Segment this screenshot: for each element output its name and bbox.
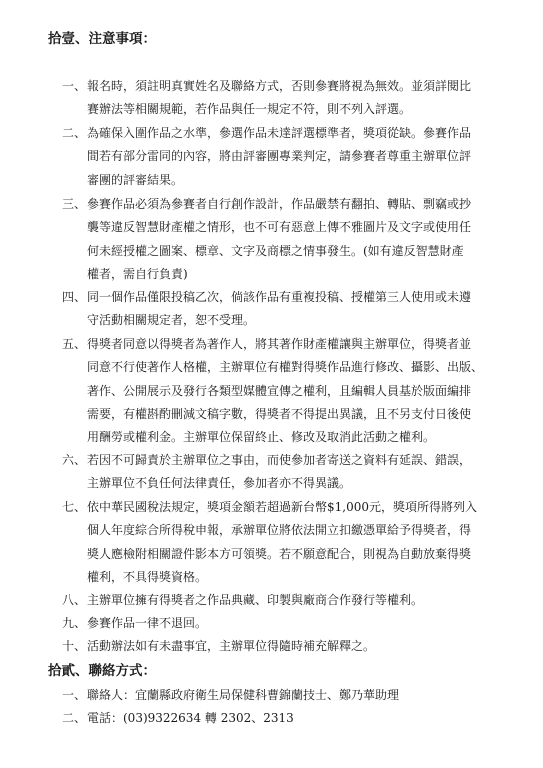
item-number: 五、 xyxy=(62,337,87,351)
item-line: 活動辦法如有未盡事宜，主辦單位得隨時補充解釋之。 xyxy=(87,639,376,653)
item-number: 八、 xyxy=(62,593,87,607)
note-item-6 xyxy=(62,449,502,496)
note-item-5 xyxy=(62,333,502,449)
item-line: 獎人應檢附相關證件影本方可領獎。若不願意配合，則視為自動放棄得獎 xyxy=(87,546,472,561)
contact-item-1 xyxy=(62,684,502,707)
item-number: 一、 xyxy=(62,79,87,93)
item-line: 同意不行使著作人格權，主辦單位有權對得獎作品進行修改、攝影、出版、 xyxy=(87,360,484,375)
item-number: 二、 xyxy=(62,126,87,140)
item-line: 守活動相關規定者，恕不受理。 xyxy=(87,313,256,328)
item-line: 間若有部分雷同的內容，將由評審團專業判定，請參賽者尊重主辦單位評 xyxy=(87,149,472,164)
note-item-10 xyxy=(62,635,502,658)
item-line: 主辦單位擁有得獎者之作品典藏、印製與廠商合作發行等權利。 xyxy=(87,593,424,607)
note-item-4 xyxy=(62,286,502,333)
item-number: 二、 xyxy=(62,711,87,725)
section-title-notes: 拾壹、注意事項： xyxy=(48,31,156,47)
item-line: 主辦單位不負任何法律責任，參加者亦不得異議。 xyxy=(87,476,352,491)
note-item-7 xyxy=(62,496,502,589)
note-item-3 xyxy=(62,193,502,286)
item-line: 參賽作品必須為參賽者自行創作設計，作品嚴禁有翻拍、轉貼、剽竊或抄 xyxy=(87,197,472,211)
item-line: 何未經授權之圖案、標章、文字及商標之情事發生。(如有違反智慧財產 xyxy=(87,243,464,258)
item-line: 個人年度綜合所得稅申報，承辦單位將依法開立扣繳憑單給予得獎者，得 xyxy=(87,523,472,538)
note-item-8 xyxy=(62,589,502,612)
item-line: 審團的評審結果。 xyxy=(87,172,184,187)
note-item-1 xyxy=(62,75,502,122)
item-line: 同一個作品僅限投稿乙次，倘該作品有重複投稿、授權第三人使用或未遵 xyxy=(87,290,472,304)
item-line: 依中華民國稅法規定，獎項金額若超過新台幣$1,000元，獎項所得將列入 xyxy=(87,500,477,514)
contact-phone: 電話：(03)9322634 轉 2302、2313 xyxy=(87,711,294,725)
item-line: 需要，有權斟酌刪減文稿字數，得獎者不得提出異議，且不另支付日後使 xyxy=(87,406,472,421)
item-line: 報名時，須註明真實姓名及聯絡方式，否則參賽將視為無效。並須詳閱比 xyxy=(87,79,472,93)
note-item-9 xyxy=(62,612,502,635)
item-line: 著作、公開展示及發行各類型媒體宣傳之權利，且編輯人員基於版面編排 xyxy=(87,383,472,398)
item-number: 十、 xyxy=(62,639,87,653)
note-item-2 xyxy=(62,122,502,192)
item-number: 四、 xyxy=(62,290,87,304)
item-line: 用酬勞或權利金。主辦單位保留終止、修改及取消此活動之權利。 xyxy=(87,430,436,445)
item-number: 七、 xyxy=(62,500,87,514)
item-number: 九、 xyxy=(62,616,87,630)
item-line: 若因不可歸責於主辦單位之事由，而使參加者寄送之資料有延誤、錯誤， xyxy=(87,453,472,467)
item-number: 六、 xyxy=(62,453,87,467)
contact-person: 聯絡人：宜蘭縣政府衛生局保健科曹錦蘭技士、鄭乃華助理 xyxy=(87,688,400,702)
item-line: 權利，不具得獎資格。 xyxy=(87,569,208,584)
section-title-contact: 拾貳、聯絡方式： xyxy=(48,663,156,679)
contact-item-2 xyxy=(62,707,502,730)
item-line: 得獎者同意以得獎者為著作人，將其著作財產權讓與主辦單位，得獎者並 xyxy=(87,337,472,351)
item-number: 三、 xyxy=(62,197,87,211)
item-line: 襲等違反智慧財產權之情形，也不可有惡意上傳不雅圖片及文字或使用任 xyxy=(87,220,472,235)
item-line: 賽辦法等相關規範，若作品與任一規定不符，則不列入評選。 xyxy=(87,102,412,117)
item-line: 為確保入圍作品之水準，參選作品未達評選標準者，獎項從缺。參賽作品 xyxy=(87,126,472,140)
item-line: 參賽作品一律不退回。 xyxy=(87,616,208,630)
item-number: 一、 xyxy=(62,688,87,702)
item-line: 權者，需自行負責) xyxy=(87,266,188,281)
